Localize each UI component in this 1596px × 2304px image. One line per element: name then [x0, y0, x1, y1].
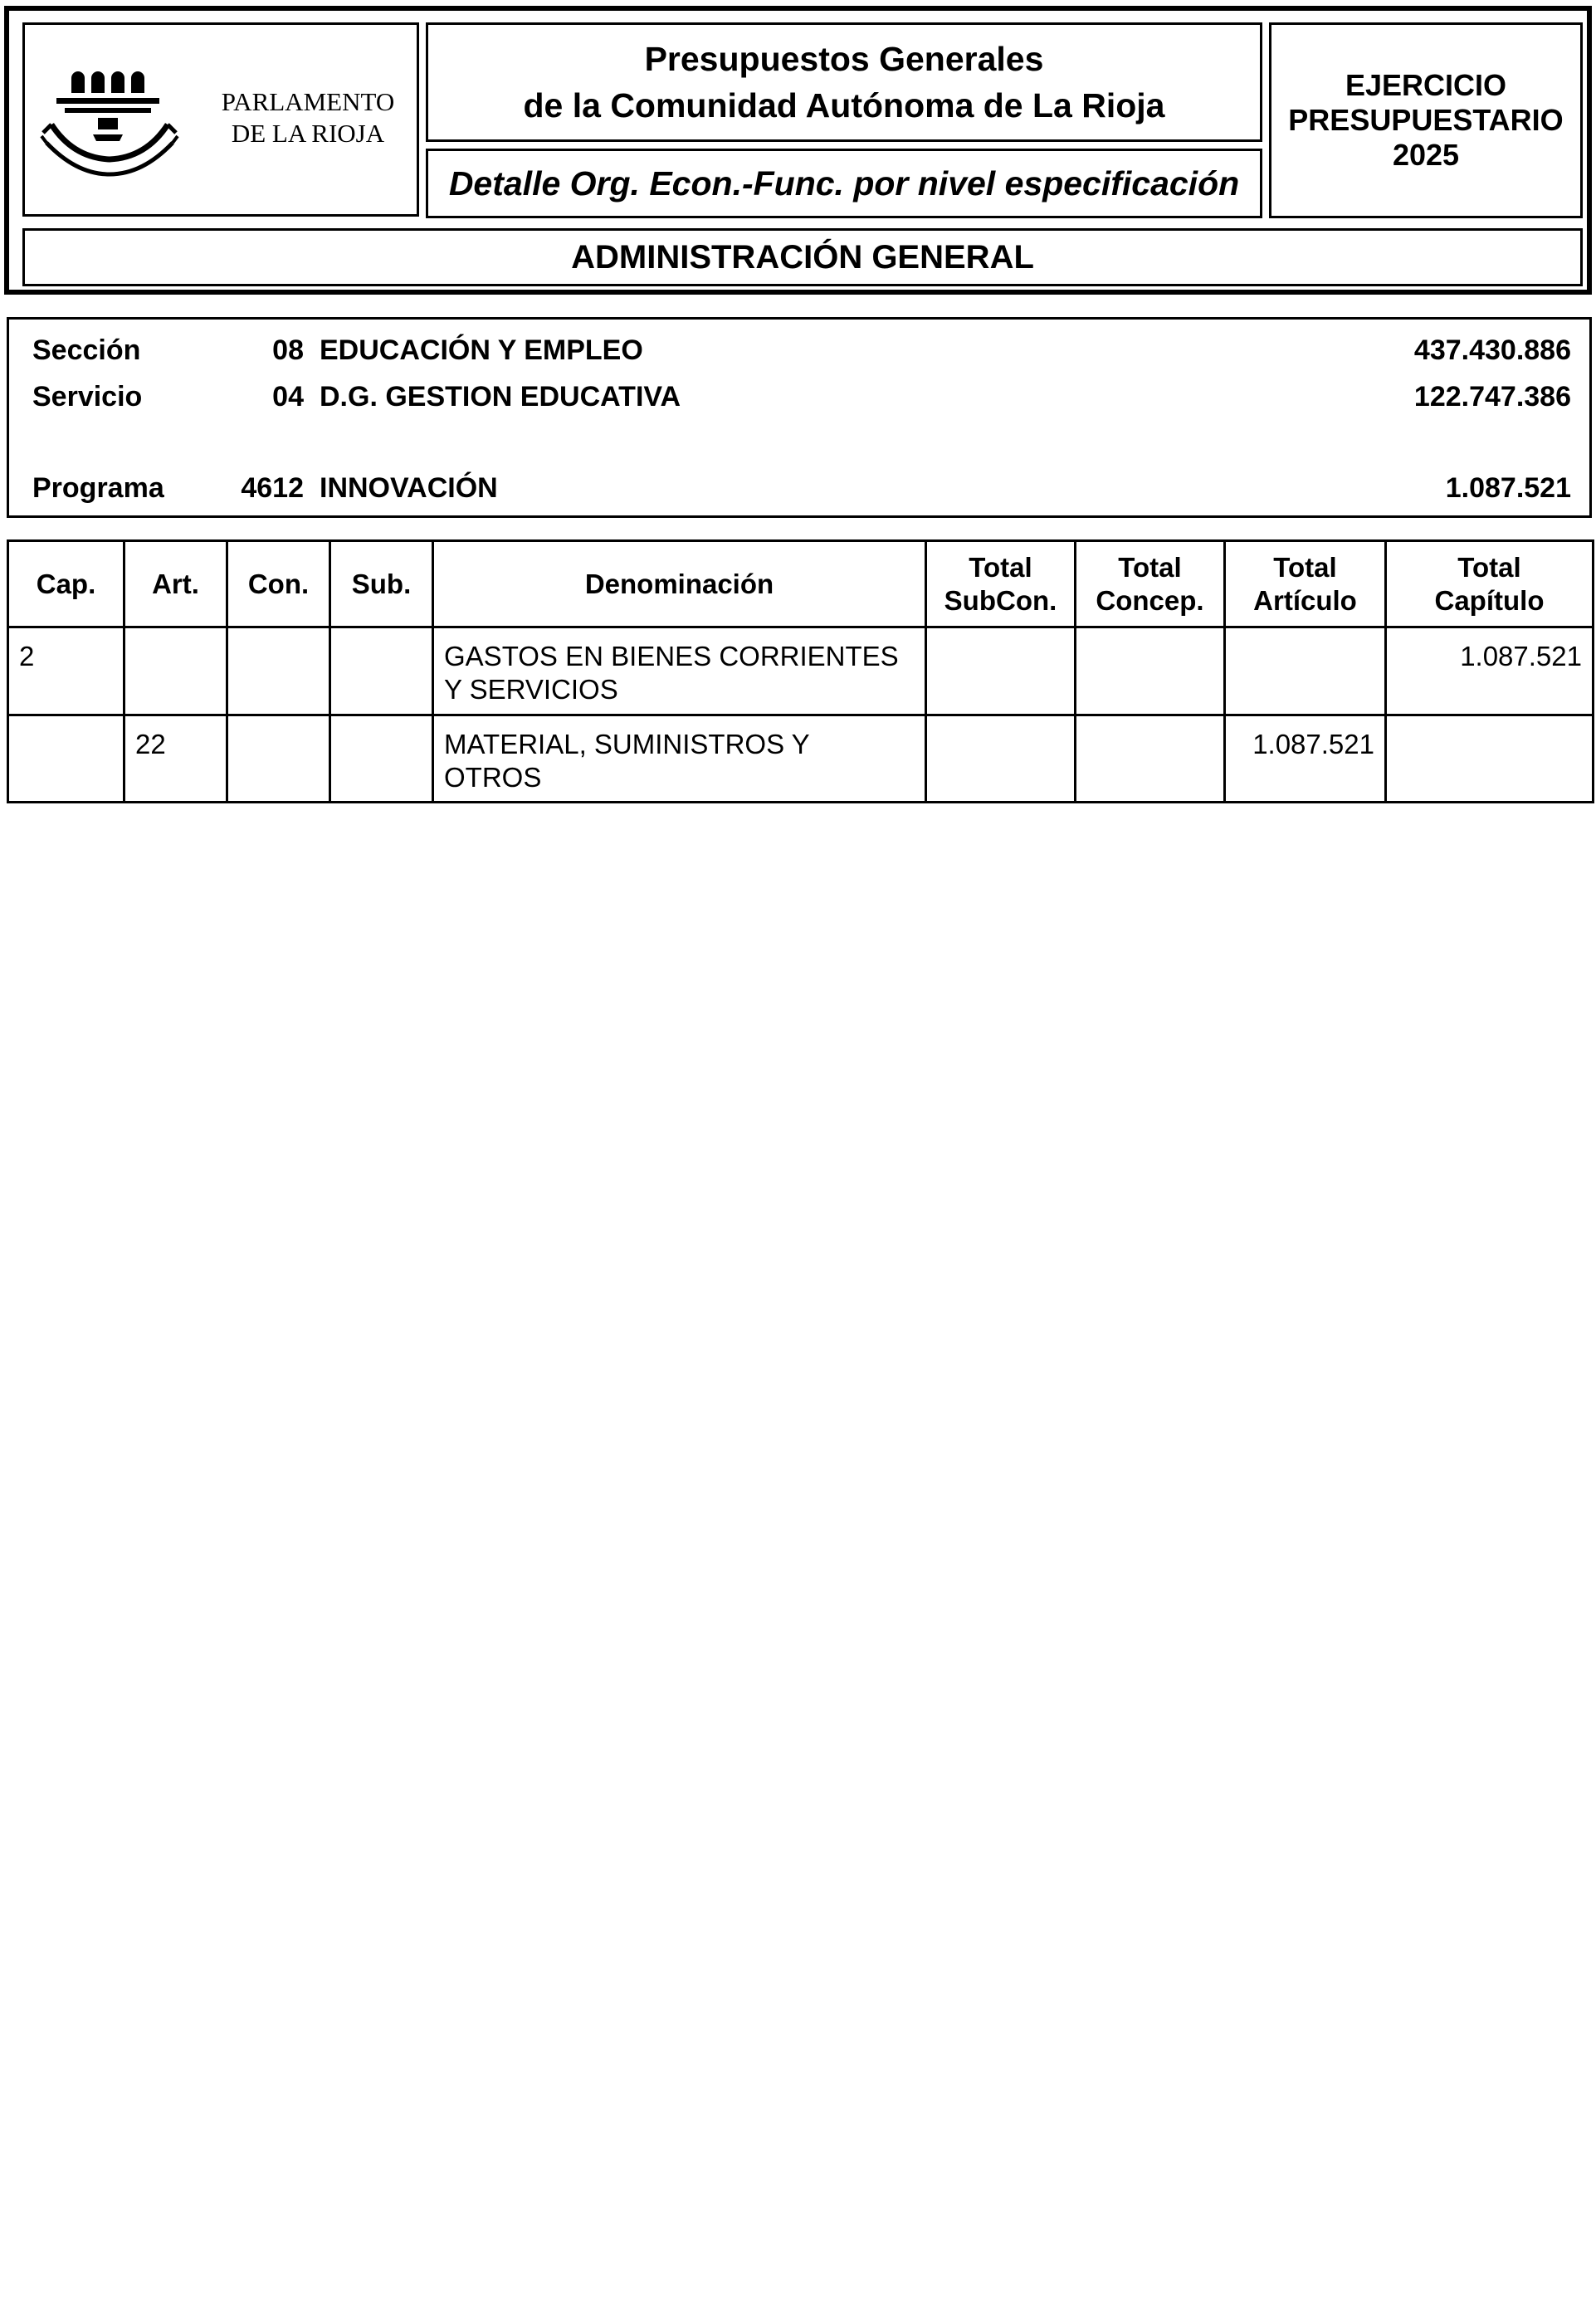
seccion-name: EDUCACIÓN Y EMPLEO	[320, 334, 643, 366]
seccion-row	[9, 334, 1589, 373]
title-line2: de la Comunidad Autónoma de La Rioja	[523, 86, 1165, 124]
programa-row	[9, 472, 1589, 510]
header-total-articulo-1: Total	[1273, 551, 1337, 583]
servicio-name: D.G. GESTION EDUCATIVA	[320, 381, 681, 412]
cell-cap	[8, 715, 124, 803]
header-con: Con.	[227, 541, 330, 627]
header-total-subcon-1: Total	[969, 551, 1032, 583]
servicio-label: Servicio	[32, 381, 143, 412]
servicio-amount: 122.747.386	[1413, 381, 1571, 412]
header-total-subcon-2: SubCon.	[944, 584, 1057, 616]
header-total-capitulo-2: Capítulo	[1434, 584, 1545, 616]
servicio-code: 04	[272, 381, 304, 412]
ejercicio-label: EJERCICIO	[1345, 68, 1507, 102]
cell-total-capitulo: 1.087.521	[1386, 627, 1594, 715]
seccion-amount: 437.430.886	[1413, 334, 1571, 366]
fiscal-year: 2025	[1392, 138, 1460, 172]
parliament-name-line2: DE LA RIOJA	[231, 119, 385, 148]
logo-box	[22, 22, 419, 217]
header-art: Art.	[124, 541, 227, 627]
document-header	[4, 6, 1592, 295]
cell-total-capitulo	[1386, 715, 1594, 803]
header-total-articulo	[1225, 541, 1386, 627]
header-cap: Cap.	[8, 541, 124, 627]
cell-denominacion	[433, 627, 926, 715]
denominacion-line2: OTROS	[444, 762, 542, 793]
programa-code: 4612	[241, 472, 304, 504]
cell-total-articulo: 1.087.521	[1225, 715, 1386, 803]
administration-title: ADMINISTRACIÓN GENERAL	[22, 228, 1583, 286]
table-row	[8, 715, 1594, 803]
header-total-articulo-2: Artículo	[1253, 584, 1357, 616]
header-sub: Sub.	[330, 541, 433, 627]
header-total-concep-1: Total	[1118, 551, 1182, 583]
cell-con	[227, 627, 330, 715]
header-denominacion: Denominación	[433, 541, 926, 627]
programa-label: Programa	[32, 472, 164, 504]
report-subtitle: Detalle Org. Econ.-Func. por nivel especificación	[426, 149, 1262, 218]
cell-art: 22	[124, 715, 227, 803]
cell-cap: 2	[8, 627, 124, 715]
cell-total-concep	[1076, 627, 1225, 715]
parliament-name-line1: PARLAMENTO	[221, 87, 395, 116]
budget-title	[426, 22, 1262, 142]
table-header-row	[8, 541, 1594, 627]
header-total-capitulo	[1386, 541, 1594, 627]
denominacion-line2: Y SERVICIOS	[444, 674, 618, 705]
header-total-subcon	[926, 541, 1076, 627]
cell-sub	[330, 627, 433, 715]
parliament-name	[199, 86, 417, 149]
servicio-row	[9, 381, 1589, 419]
title-line1: Presupuestos Generales	[644, 40, 1044, 78]
presupuestario-label: PRESUPUESTARIO	[1288, 103, 1564, 137]
header-total-concep-2: Concep.	[1096, 584, 1204, 616]
cell-sub	[330, 715, 433, 803]
header-total-capitulo-1: Total	[1457, 551, 1521, 583]
cell-con	[227, 715, 330, 803]
section-info	[7, 317, 1592, 518]
cell-total-articulo	[1225, 627, 1386, 715]
budget-table	[7, 539, 1594, 803]
fiscal-year-box	[1269, 22, 1583, 218]
seccion-label: Sección	[32, 334, 141, 366]
denominacion-line1: GASTOS EN BIENES CORRIENTES	[444, 641, 899, 671]
programa-amount: 1.087.521	[1445, 472, 1571, 504]
table-row	[8, 627, 1594, 715]
header-total-concep	[1076, 541, 1225, 627]
programa-name: INNOVACIÓN	[320, 472, 498, 504]
cell-total-concep	[1076, 715, 1225, 803]
parliament-emblem-icon	[40, 60, 206, 184]
denominacion-line1: MATERIAL, SUMINISTROS Y	[444, 729, 810, 759]
cell-total-subcon	[926, 627, 1076, 715]
cell-art	[124, 627, 227, 715]
cell-denominacion	[433, 715, 926, 803]
seccion-code: 08	[272, 334, 304, 366]
cell-total-subcon	[926, 715, 1076, 803]
